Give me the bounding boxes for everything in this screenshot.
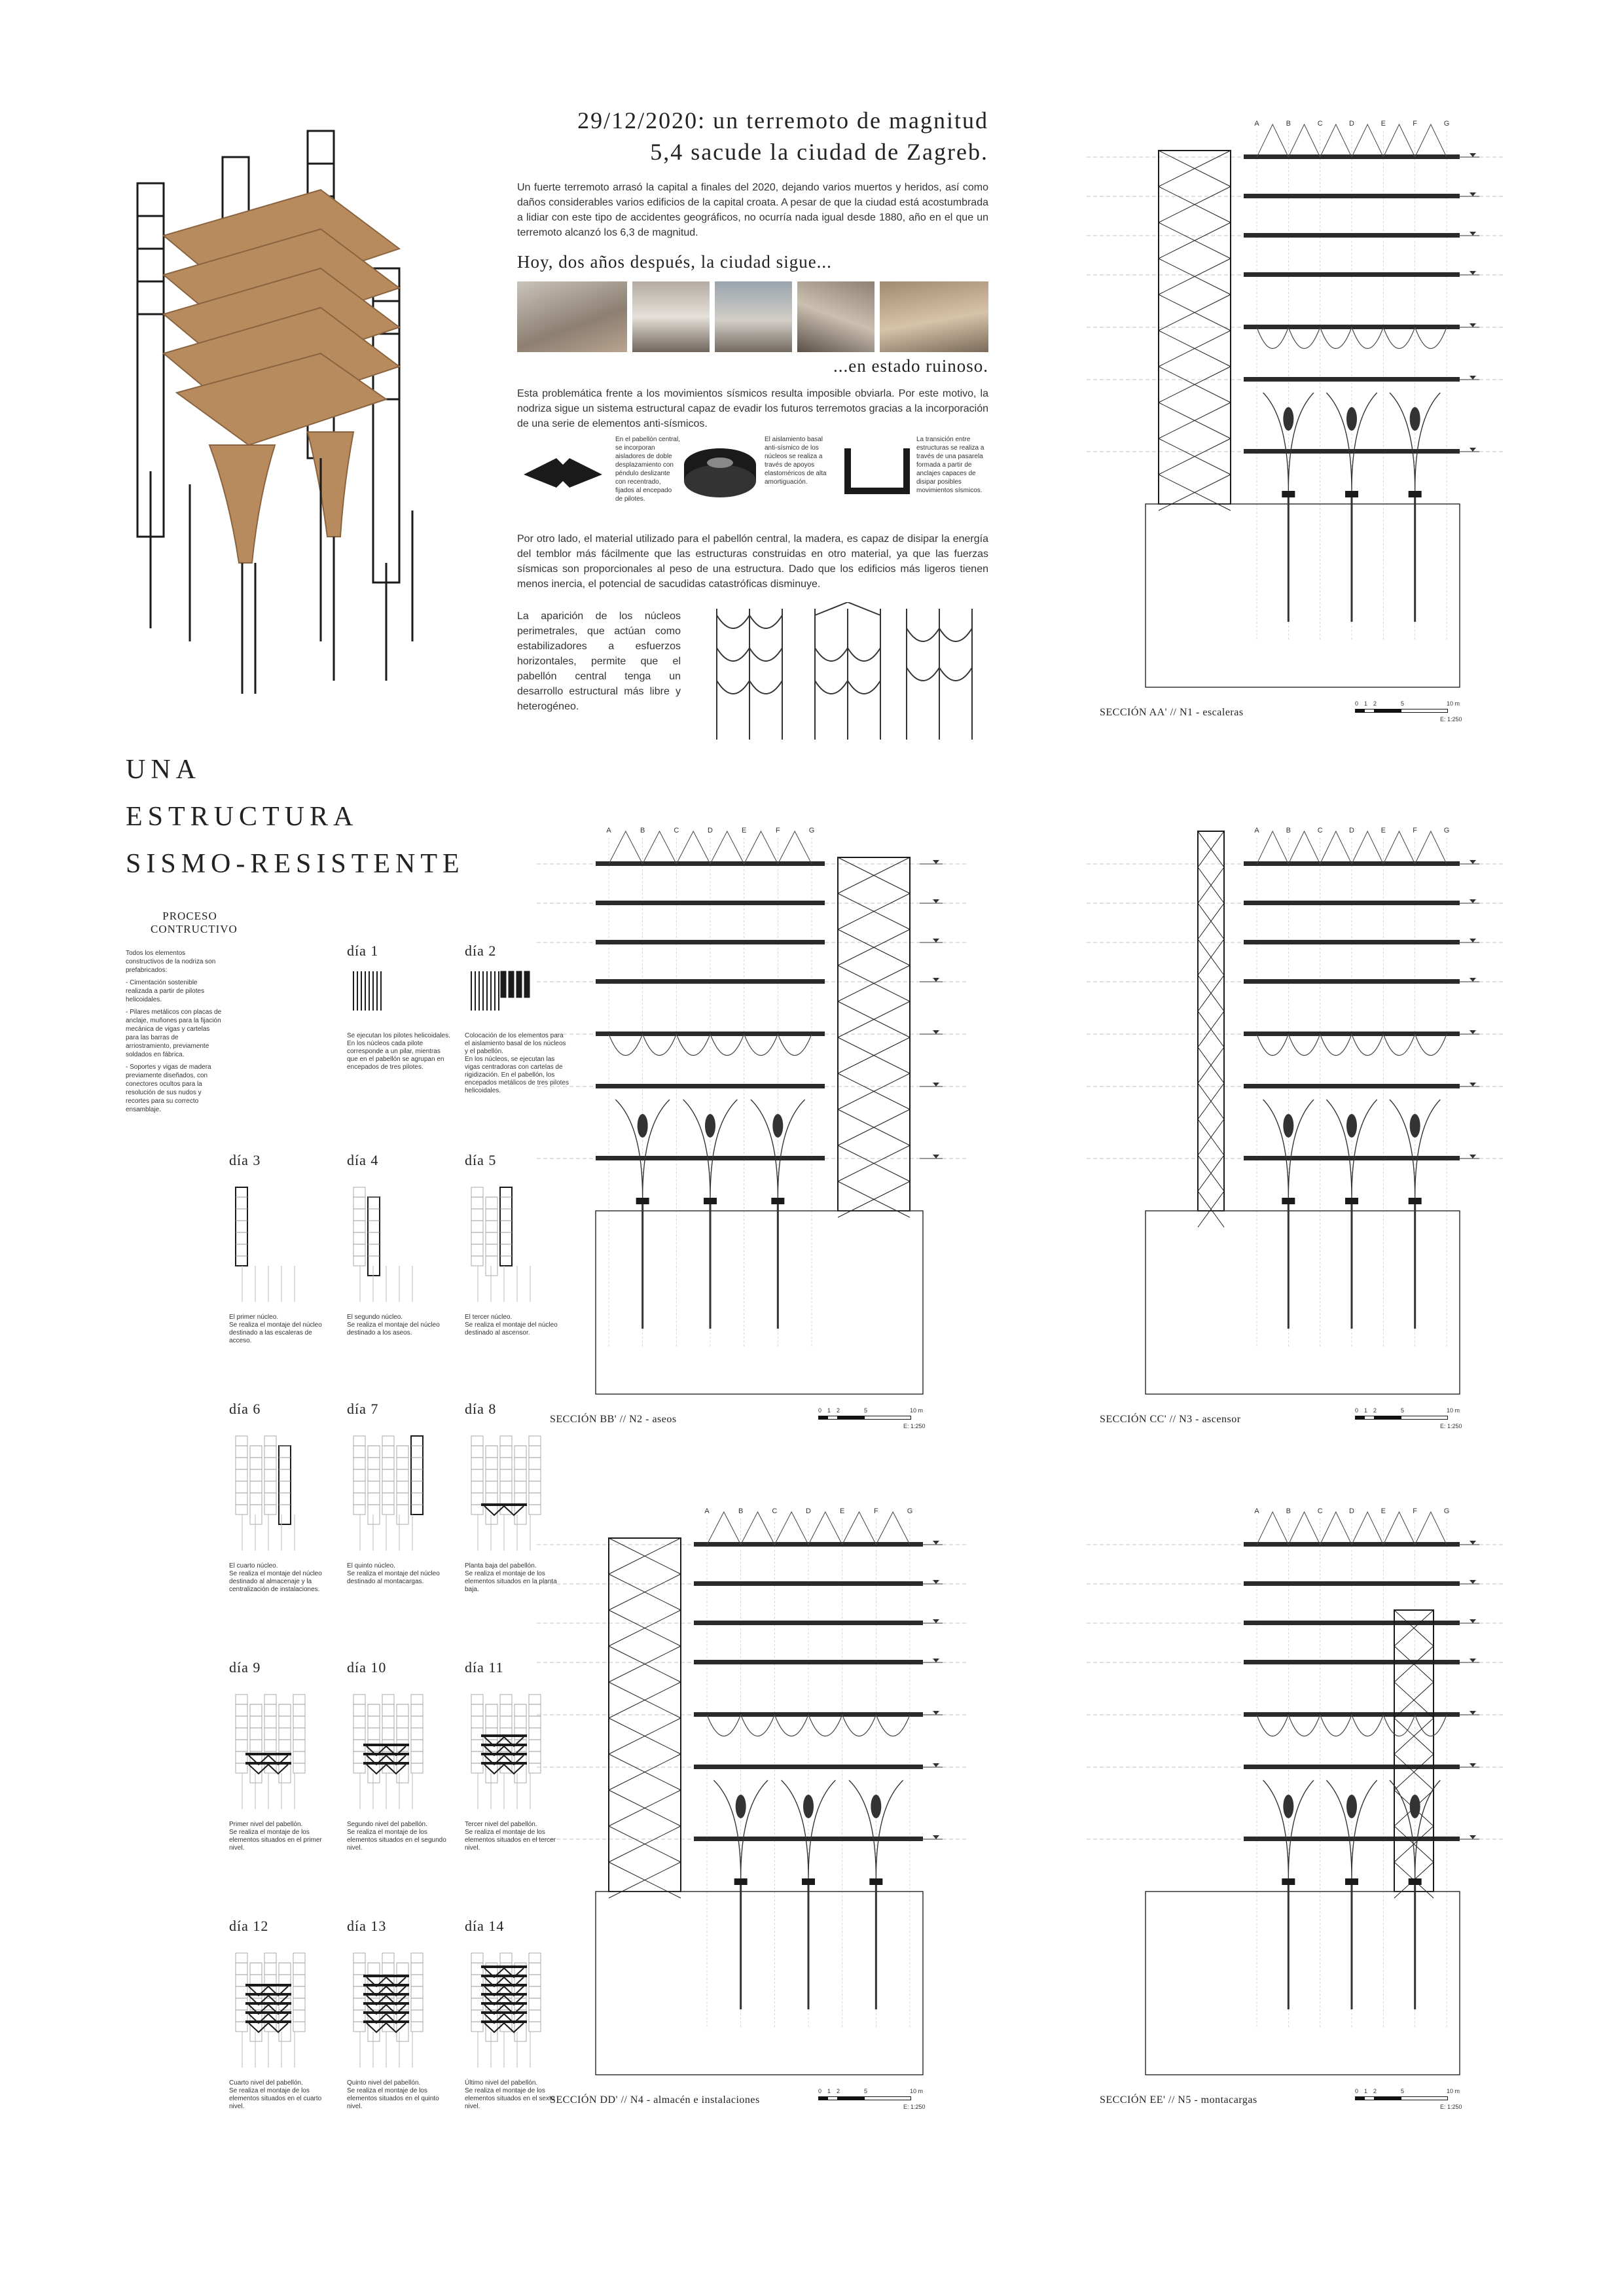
photo-damaged-building xyxy=(880,281,988,352)
grid-axis-label: F xyxy=(775,827,780,834)
scale-bar-tick-label: 1 xyxy=(827,1407,831,1414)
element-caption-2: El aislamiento basal anti-sísmico de los núcleos se realiza a través de apoyos elastoméricos de alta amortiguación. xyxy=(765,436,827,486)
scale-bar-tick-label: 10 m xyxy=(1447,700,1460,707)
article-heading xyxy=(517,105,988,168)
grid-axis-label: B xyxy=(640,827,645,834)
process-title-line-1: PROCESO xyxy=(162,910,217,922)
scale-bar-graphic xyxy=(1355,2096,1448,2100)
grid-axis-label: G xyxy=(907,1507,913,1515)
pendulum-isolator-icon xyxy=(517,448,609,494)
day-panel xyxy=(465,1152,569,1337)
main-title-line-2: ESTRUCTURA xyxy=(126,802,359,832)
day-drawing xyxy=(465,1940,543,2071)
scale-bar-tick-label: 10 m xyxy=(910,1407,924,1414)
day-drawing xyxy=(229,1681,308,1812)
grid-axis-label: B xyxy=(738,1507,744,1515)
subheading-ruins: ...en estado ruinoso. xyxy=(833,356,988,376)
grid-axis-label: F xyxy=(873,1507,878,1515)
day-drawing xyxy=(465,1174,543,1305)
day-caption: Primer nivel del pabellón. Se realiza el montaje de los elementos situados en el primer nivel. xyxy=(229,1821,322,1852)
day-label: día 14 xyxy=(465,1918,505,1934)
grid-axis-label: D xyxy=(708,827,713,834)
heading-line-2: 5,4 sacude la ciudad de Zagreb. xyxy=(650,139,988,165)
grid-axis-label: D xyxy=(1349,1507,1354,1515)
grid-axis-label: B xyxy=(1286,120,1291,128)
day-caption: El cuarto núcleo. Se realiza el montaje del núcleo destinado al almacenaje y la centralización de instalaciones. xyxy=(229,1562,322,1593)
element-caption-1: En el pabellón central, se incorporan aisladores de doble desplazamiento con péndulo deslizante con recentrado, fijados al encepado de pilotes. xyxy=(615,436,680,503)
grid-axis-label: E xyxy=(741,827,747,834)
scale-ratio: E: 1:250 xyxy=(1440,1423,1462,1429)
day-panel xyxy=(347,1152,452,1337)
grid-axis-label: D xyxy=(806,1507,811,1515)
scale-ratio: E: 1:250 xyxy=(1440,716,1462,723)
scale-bar-tick-label: 0 xyxy=(1355,2088,1359,2094)
day-label: día 1 xyxy=(347,942,379,959)
photo-ruins-2 xyxy=(632,281,710,352)
axonometric-structure-drawing xyxy=(124,105,439,707)
day-caption: Tercer nivel del pabellón. Se realiza el montaje de los elementos situados en el tercer nivel. xyxy=(465,1821,556,1852)
day-label: día 13 xyxy=(347,1918,387,1934)
scale-bar-tick-label: 2 xyxy=(837,2088,840,2094)
day-label: día 5 xyxy=(465,1152,497,1168)
day-caption: El primer núcleo. Se realiza el montaje del núcleo destinado a las escaleras de acceso. xyxy=(229,1314,322,1344)
day-panel xyxy=(465,1401,569,1594)
section-title: SECCIÓN DD' // N4 - almacén e instalaciones xyxy=(550,2094,760,2106)
scale-bar-tick-label: 2 xyxy=(1373,1407,1377,1414)
day-label: día 10 xyxy=(347,1659,387,1676)
day-drawing xyxy=(465,965,543,1024)
day-label: día 8 xyxy=(465,1401,497,1417)
day-panel xyxy=(347,942,452,1071)
day-panel xyxy=(229,1152,334,1345)
grid-axis-label: A xyxy=(1254,827,1259,834)
day-drawing xyxy=(229,1940,308,2071)
scale-bar-tick-label: 0 xyxy=(1355,700,1359,707)
day-panel xyxy=(229,1659,334,1852)
grid-axis-label: F xyxy=(1413,120,1418,128)
day-label: día 12 xyxy=(229,1918,269,1934)
day-panel xyxy=(347,1918,452,2111)
day-caption: Quinto nivel del pabellón. Se realiza el montaje de los elementos situados en el quinto nivel. xyxy=(347,2079,439,2110)
grid-axis-label: B xyxy=(1286,827,1291,834)
section-drawing xyxy=(1074,111,1519,694)
day-drawing xyxy=(465,1423,543,1554)
grid-axis-label: F xyxy=(1413,827,1418,834)
grid-axis-label: D xyxy=(1349,827,1354,834)
grid-axis-label: A xyxy=(1254,120,1259,128)
scale-bar-tick-label: 10 m xyxy=(910,2088,924,2094)
day-panel xyxy=(229,1401,334,1594)
scale-bar-tick-label: 5 xyxy=(1401,1407,1405,1414)
photo-ruins-1 xyxy=(517,281,627,352)
grid-axis-label: G xyxy=(1443,120,1450,128)
grid-axis-label: C xyxy=(1317,1507,1323,1515)
grid-axis-label: E xyxy=(1380,120,1386,128)
day-label: día 4 xyxy=(347,1152,379,1168)
day-drawing xyxy=(347,965,425,1024)
scale-bar-tick-label: 1 xyxy=(1364,700,1368,707)
scale-bar-tick-label: 1 xyxy=(827,2088,831,2094)
day-caption: Segundo nivel del pabellón. Se realiza el montaje de los elementos situados en el segundo nivel. xyxy=(347,1821,446,1852)
day-drawing xyxy=(347,1681,425,1812)
section-title: SECCIÓN CC' // N3 - ascensor xyxy=(1100,1414,1241,1425)
grid-axis-label: E xyxy=(1380,827,1386,834)
intro-paragraph: Un fuerte terremoto arrasó la capital a finales del 2020, dejando varios muertos y heridos, así como daños considerables varios edificios de la capital croata. A pesar de que la ciudad está acostumbrada a lidiar con este tipo de accidentes geográficos, no ocurría nada igual desde 1880, año en el que un terremoto alcanzó los 6,3 de magnitud. xyxy=(517,182,988,238)
grid-axis-label: C xyxy=(1317,120,1323,128)
day-panel xyxy=(347,1659,452,1852)
scale-bar-tick-label: 10 m xyxy=(1447,1407,1460,1414)
day-drawing xyxy=(229,1174,308,1305)
section-drawing xyxy=(524,1499,982,2081)
photo-street xyxy=(715,281,792,352)
grid-axis-label: A xyxy=(704,1507,710,1515)
problem-paragraph: Esta problemática frente a los movimientos sísmicos resulta imposible obviarla. Por este motivo, la nodriza sigue un sistema estructural capaz de evadir los futuros terremotos gracias a la incorporación de una serie de elementos anti-sísmicos. xyxy=(517,388,988,429)
day-caption: El quinto núcleo. Se realiza el montaje del núcleo destinado al montacargas. xyxy=(347,1562,440,1585)
section-drawing xyxy=(1074,1499,1519,2081)
process-bullet-1: - Cimentación sostenible realizada a partir de pilotes helicoidales. xyxy=(126,979,205,1003)
section-title: SECCIÓN AA' // N1 - escaleras xyxy=(1100,707,1244,718)
day-caption: El segundo núcleo. Se realiza el montaje del núcleo destinado a los aseos. xyxy=(347,1314,440,1336)
process-bullet-3: - Soportes y vigas de madera previamente diseñados, con conectores ocultos para la resolución de sus nudos y recortes para su correcto ensamblaje. xyxy=(126,1064,211,1113)
scale-bar-tick-label: 5 xyxy=(1401,2088,1405,2094)
cores-paragraph: La aparición de los núcleos perimetrales, que actúan como estabilizadores a esfuerzos horizontales, permite que el pabellón central tenga un desarrollo estructural más libre y heterogéneo. xyxy=(517,611,681,712)
scale-bar-graphic xyxy=(818,2096,911,2100)
day-panel xyxy=(465,1918,569,2111)
day-label: día 9 xyxy=(229,1659,261,1676)
photo-debris xyxy=(797,281,875,352)
main-title-line-1: UNA xyxy=(126,755,201,785)
day-label: día 11 xyxy=(465,1659,504,1676)
heading-line-1: 29/12/2020: un terremoto de magnitud xyxy=(577,107,988,134)
walkway-anchor-icon xyxy=(841,445,913,497)
scale-bar-tick-label: 0 xyxy=(1355,1407,1359,1414)
day-drawing xyxy=(229,1423,308,1554)
grid-axis-label: E xyxy=(839,1507,845,1515)
section-title: SECCIÓN EE' // N5 - montacargas xyxy=(1100,2094,1257,2106)
scale-bar-tick-label: 0 xyxy=(818,1407,822,1414)
section-drawing xyxy=(524,818,982,1401)
grid-axis-label: G xyxy=(808,827,815,834)
scale-ratio: E: 1:250 xyxy=(1440,2104,1462,2110)
wood-paragraph: Por otro lado, el material utilizado para el pabellón central, la madera, es capaz de disipar la energía del temblor más fácilmente que las estructuras construidas en otro material, ya que las fuerzas sísmicas son proporcionales al peso de una estructura. Dado que los edificios más ligeros tienen menos inercia, el potencial de sacudidas catastróficas disminuye. xyxy=(517,533,988,590)
scale-bar-graphic xyxy=(1355,709,1448,713)
subheading-city: Hoy, dos años después, la ciudad sigue... xyxy=(517,252,832,272)
scale-ratio: E: 1:250 xyxy=(903,2104,926,2110)
day-drawing xyxy=(347,1940,425,2071)
day-caption: Cuarto nivel del pabellón. Se realiza el montaje de los elementos situados en el cuarto nivel. xyxy=(229,2079,322,2110)
elastomeric-bearing-icon xyxy=(681,442,759,501)
day-caption: Colocación de los elementos para el aislamiento basal de los núcleos y el pabellón. En los núcleos, se ejecutan las vigas centradoras con cartelas de rigidización. En el pabellón, los encepados metálicos de tres pilotes helicoidales. xyxy=(465,1032,569,1094)
section-title: SECCIÓN BB' // N2 - aseos xyxy=(550,1414,677,1425)
day-panel xyxy=(465,942,569,1095)
grid-axis-label: G xyxy=(1443,1507,1450,1515)
grid-axis-label: F xyxy=(1413,1507,1418,1515)
day-caption: Planta baja del pabellón. Se realiza el montaje de los elementos situados en la planta baja. xyxy=(465,1562,557,1593)
process-intro-text: Todos los elementos constructivos de la nodriza son prefabricados: xyxy=(126,950,216,974)
day-label: día 6 xyxy=(229,1401,261,1417)
grid-axis-label: A xyxy=(1254,1507,1259,1515)
grid-axis-label: A xyxy=(606,827,611,834)
structural-diagrams xyxy=(710,602,985,746)
process-title xyxy=(151,910,238,936)
scale-bar-tick-label: 5 xyxy=(1401,700,1405,707)
main-title-line-3: SISMO-RESISTENTE xyxy=(126,849,465,879)
scale-bar-tick-label: 5 xyxy=(864,2088,868,2094)
process-bullet-2: - Pilares metálicos con placas de anclaje, muñones para la fijación mecánica de vigas y cartelas para las barras de arriostramiento, previamente soldados en fábrica. xyxy=(126,1009,222,1058)
day-caption: Se ejecutan los pilotes helicoidales. En los núcleos cada pilote corresponde a un pilar, mientras que en el pabellón se agrupan en encepados de tres pilotes. xyxy=(347,1032,450,1071)
grid-axis-label: C xyxy=(674,827,679,834)
scale-bar-tick-label: 2 xyxy=(837,1407,840,1414)
scale-bar-graphic xyxy=(1355,1416,1448,1420)
process-intro xyxy=(126,949,224,1114)
element-caption-3: La transición entre estructuras se realiza a través de una pasarela formada a partir de anclajes capaces de disipar posibles movimientos sísmicos. xyxy=(916,436,984,494)
day-panel xyxy=(465,1659,569,1852)
scale-bar-tick-label: 5 xyxy=(864,1407,868,1414)
day-label: día 3 xyxy=(229,1152,261,1168)
scale-bar-tick-label: 1 xyxy=(1364,2088,1368,2094)
day-label: día 7 xyxy=(347,1401,379,1417)
grid-axis-label: D xyxy=(1349,120,1354,128)
scale-bar-tick-label: 2 xyxy=(1373,700,1377,707)
scale-bar-graphic xyxy=(818,1416,911,1420)
section-drawing xyxy=(1074,818,1519,1401)
day-drawing xyxy=(347,1423,425,1554)
grid-axis-label: G xyxy=(1443,827,1450,834)
diagram-1 xyxy=(717,609,782,740)
day-label: día 2 xyxy=(465,942,497,959)
grid-axis-label: E xyxy=(1380,1507,1386,1515)
grid-axis-label: C xyxy=(772,1507,778,1515)
day-caption: El tercer núcleo. Se realiza el montaje del núcleo destinado al ascensor. xyxy=(465,1314,558,1336)
scale-bar-tick-label: 2 xyxy=(1373,2088,1377,2094)
day-caption: Último nivel del pabellón. Se realiza el montaje de los elementos situados en el sexto nivel. xyxy=(465,2079,555,2110)
main-title xyxy=(126,746,465,888)
day-panel xyxy=(347,1401,452,1586)
scale-bar-tick-label: 1 xyxy=(1364,1407,1368,1414)
anti-seismic-elements xyxy=(517,435,988,514)
process-title-line-2: CONTRUCTIVO xyxy=(151,923,238,935)
grid-axis-label: C xyxy=(1317,827,1323,834)
day-drawing xyxy=(347,1174,425,1305)
day-panel xyxy=(229,1918,334,2111)
day-drawing xyxy=(465,1681,543,1812)
earthquake-photo-strip xyxy=(517,281,988,352)
scale-bar-tick-label: 0 xyxy=(818,2088,822,2094)
grid-axis-label: B xyxy=(1286,1507,1291,1515)
scale-ratio: E: 1:250 xyxy=(903,1423,926,1429)
scale-bar-tick-label: 10 m xyxy=(1447,2088,1460,2094)
